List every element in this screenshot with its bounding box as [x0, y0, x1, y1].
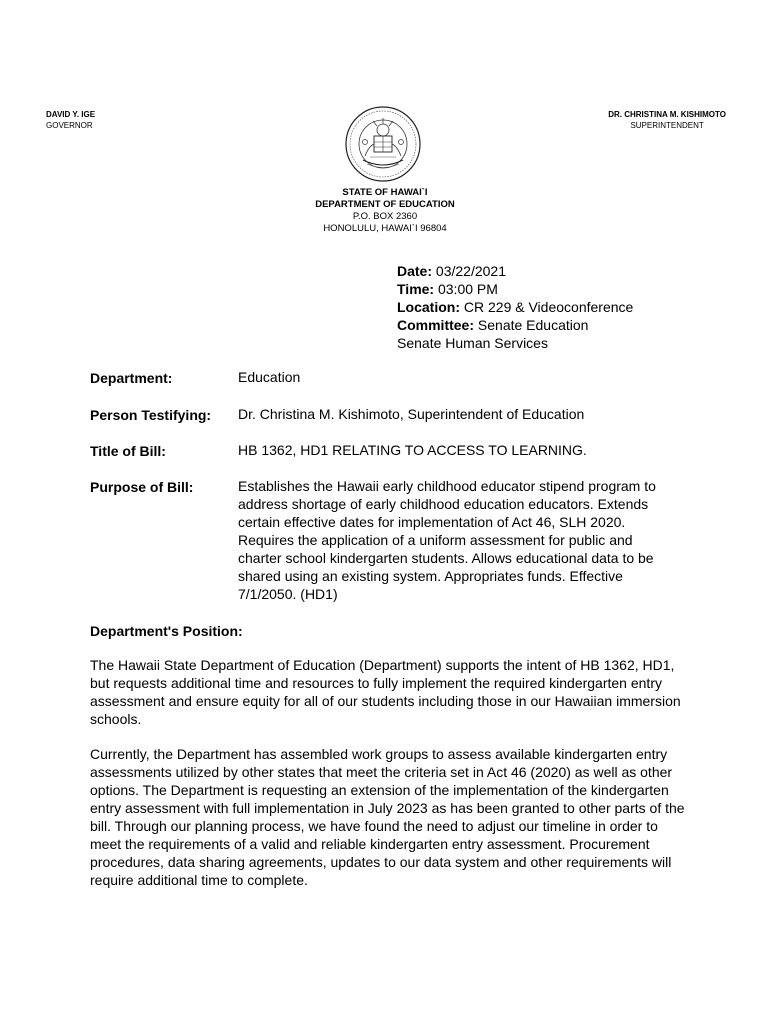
governor-block	[46, 109, 95, 131]
position-heading: Department's Position:	[90, 623, 243, 639]
agency-department: DEPARTMENT OF EDUCATION	[315, 199, 455, 210]
hearing-details	[397, 262, 633, 352]
agency-address	[0, 187, 770, 235]
hearing-location	[397, 298, 633, 316]
department-value: Education	[238, 369, 301, 385]
person-testifying-value: Dr. Christina M. Kishimoto, Superintendent of Education	[238, 406, 585, 422]
department-label: Department:	[90, 370, 173, 386]
location-label: Location:	[397, 299, 460, 315]
superintendent-block	[608, 109, 726, 131]
superintendent-title: SUPERINTENDENT	[630, 121, 704, 130]
purpose-of-bill-label: Purpose of Bill:	[90, 479, 194, 495]
purpose-of-bill-value: Establishes the Hawaii early childhood educator stipend program to address shortage of early childhood education educators. Extends certain effective dates for implementation of Act 46, SLH 2020. Requires the application of a uniform assessment for public and charter school kindergarten students. Allows educational data to be shared using an existing system. Appropriates funds. Effective 7/1/2050. (HD1)	[238, 478, 656, 602]
date-value: 03/22/2021	[435, 263, 506, 279]
agency-city: HONOLULU, HAWAI`I 96804	[323, 223, 447, 234]
title-of-bill-label: Title of Bill:	[90, 443, 166, 459]
committee-label: Committee:	[397, 317, 475, 333]
hearing-committee	[397, 316, 633, 334]
agency-state: STATE OF HAWAI`I	[342, 187, 428, 198]
time-value: 03:00 PM	[437, 281, 498, 297]
title-of-bill-value: HB 1362, HD1 RELATING TO ACCESS TO LEARNING.	[238, 442, 587, 458]
superintendent-name: DR. CHRISTINA M. KISHIMOTO	[608, 110, 726, 119]
state-seal-icon	[343, 104, 423, 184]
date-label: Date:	[397, 263, 433, 279]
position-paragraph-2: Currently, the Department has assembled work groups to assess available kindergarten entry assessments utilized by other states that meet the criteria set in Act 46 (2020) as well as other options. The Department is requesting an extension of the implementation of the kindergarten entry assessment with full implementation in July 2023 as has been granted to other parts of the bill. Through our planning process, we have found the need to adjust our timeline in order to meet the requirements of a valid and reliable kindergarten entry assessment. Procurement procedures, data sharing agreements, updates to our data system and other requirements will require additional time to complete.	[90, 746, 685, 888]
hearing-date	[397, 262, 633, 280]
governor-title: GOVERNOR	[46, 121, 93, 130]
hearing-time	[397, 280, 633, 298]
time-label: Time:	[397, 281, 435, 297]
position-paragraph-1: The Hawaii State Department of Education (Department) supports the intent of HB 1362, HD1, but requests additional time and resources to fully implement the required kindergarten entry assessment and ensure equity for all of our students including those in our Hawaiian immersion schools.	[90, 657, 681, 727]
committee-value: Senate Education	[477, 317, 589, 333]
committee-value-2: Senate Human Services	[397, 335, 548, 351]
location-value: CR 229 & Videoconference	[463, 299, 634, 315]
agency-po-box: P.O. BOX 2360	[352, 211, 418, 222]
governor-name: DAVID Y. IGE	[46, 110, 96, 119]
person-testifying-label: Person Testifying:	[90, 407, 212, 423]
